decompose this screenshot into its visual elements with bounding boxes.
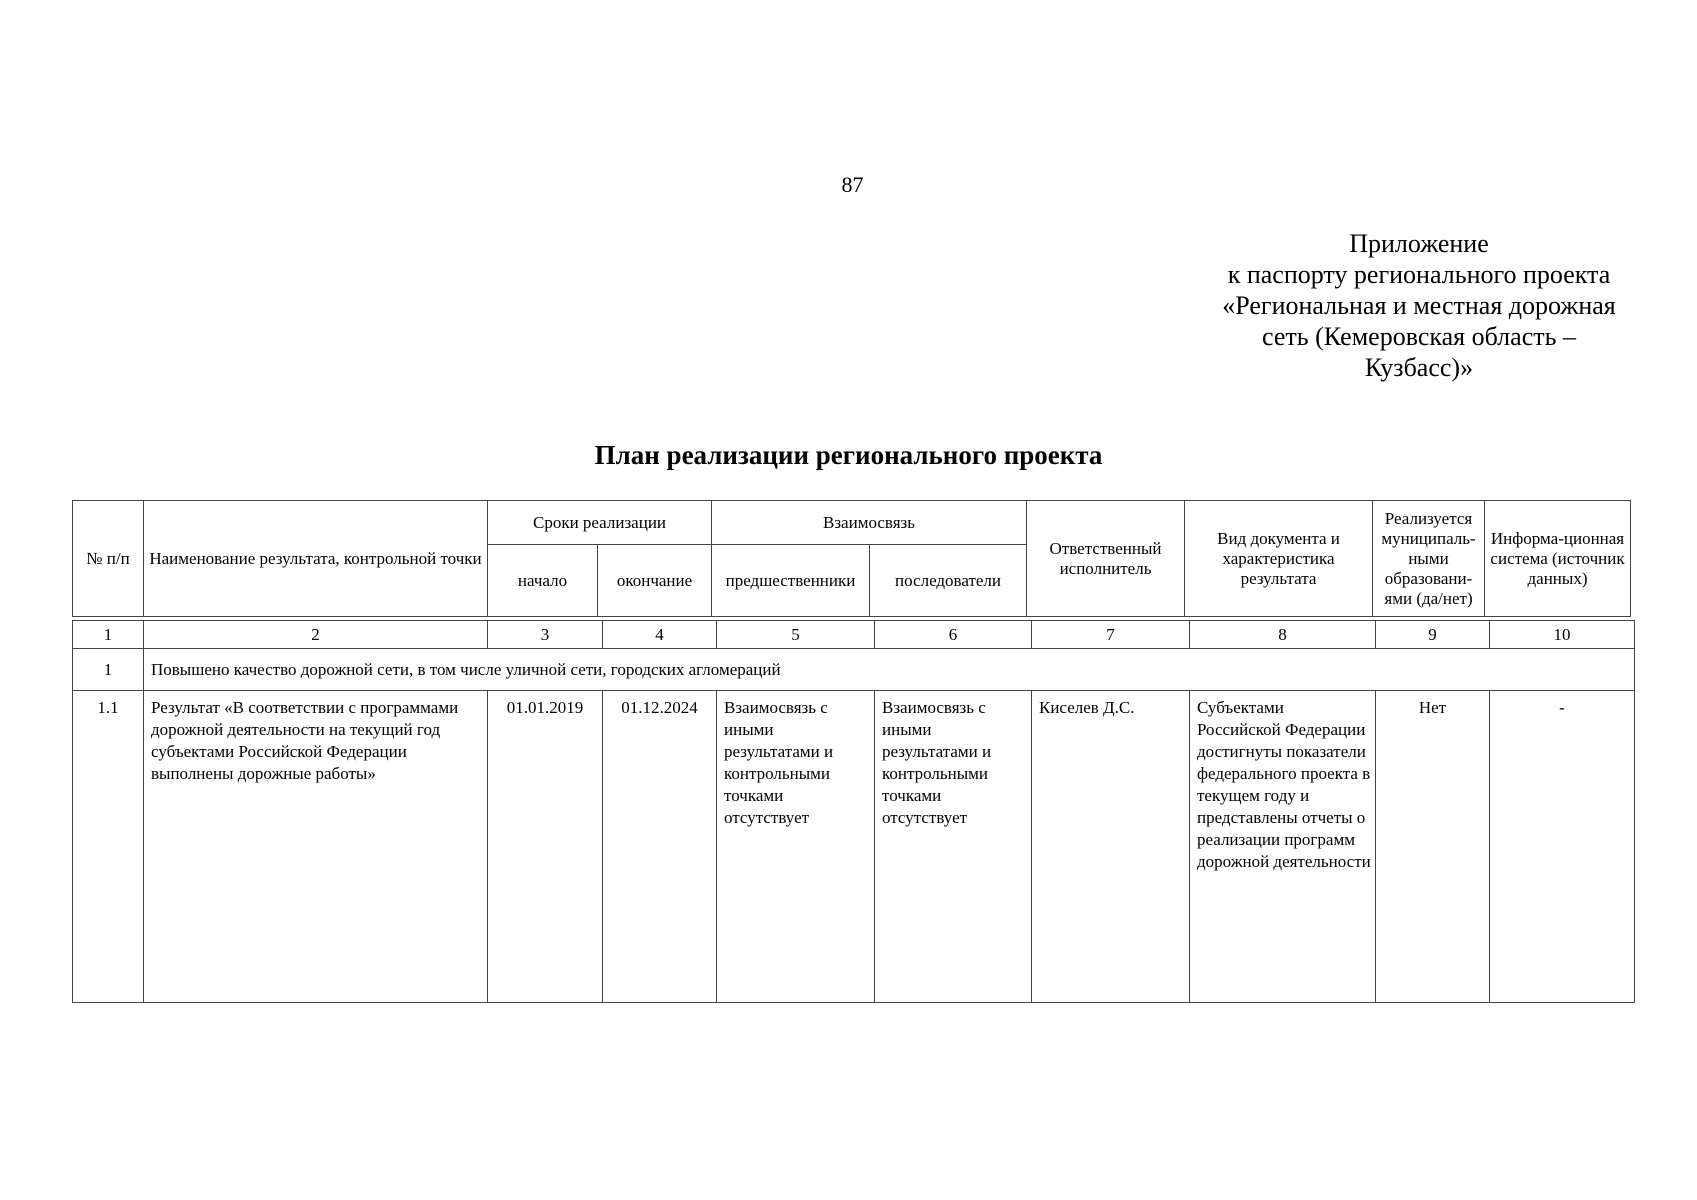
header-start: начало <box>488 545 598 617</box>
column-number: 4 <box>603 621 717 649</box>
header-successors: последователи <box>870 545 1027 617</box>
table-body <box>72 620 1635 1003</box>
column-number: 7 <box>1032 621 1190 649</box>
header-name: Наименование результата, контрольной точки <box>144 501 488 617</box>
header-responsible: Ответственный исполнитель <box>1027 501 1185 617</box>
column-number: 9 <box>1376 621 1490 649</box>
header-info-system: Информа-ционная система (источник данных) <box>1485 501 1631 617</box>
row-doc-type: Субъектами Российской Федерации достигнуты показатели федерального проекта в текущем году и представлены отчеты о реализации программ дорожной деятельности <box>1190 691 1376 1003</box>
page-number: 87 <box>841 172 864 197</box>
column-number: 3 <box>488 621 603 649</box>
header-relation: Взаимосвязь <box>712 501 1027 545</box>
plan-title: План реализации регионального проекта <box>594 440 1103 470</box>
header-doc-type: Вид документа и характеристика результата <box>1185 501 1373 617</box>
row-info-system: - <box>1490 691 1635 1003</box>
appendix-line: Кузбасс)» <box>1364 353 1474 382</box>
section-row <box>73 649 1635 691</box>
column-number: 5 <box>717 621 875 649</box>
header-terms: Сроки реализации <box>488 501 712 545</box>
table-row <box>73 691 1635 1003</box>
appendix-line: «Региональная и местная дорожная <box>1222 291 1616 320</box>
appendix-line: Приложение <box>1349 229 1489 258</box>
section-title: Повышено качество дорожной сети, в том числе уличной сети, городских агломераций <box>144 649 1635 691</box>
column-number: 1 <box>73 621 144 649</box>
row-successors: Взаимосвязь с иными результатами и контрольными точками отсутствует <box>875 691 1032 1003</box>
appendix-line: к паспорту регионального проекта <box>1227 260 1611 289</box>
row-num: 1.1 <box>73 691 144 1003</box>
table-header <box>72 500 1631 617</box>
header-predecessors: предшественники <box>712 545 870 617</box>
row-predecessors: Взаимосвязь с иными результатами и контрольными точками отсутствует <box>717 691 875 1003</box>
section-num: 1 <box>73 649 144 691</box>
row-municipal: Нет <box>1376 691 1490 1003</box>
row-responsible: Киселев Д.С. <box>1032 691 1190 1003</box>
row-start: 01.01.2019 <box>488 691 603 1003</box>
header-end: окончание <box>598 545 712 617</box>
column-number: 6 <box>875 621 1032 649</box>
column-number: 8 <box>1190 621 1376 649</box>
appendix-line: сеть (Кемеровская область – <box>1262 322 1576 351</box>
appendix-block <box>1198 228 1640 383</box>
row-end: 01.12.2024 <box>603 691 717 1003</box>
header-num: № п/п <box>73 501 144 617</box>
column-number-row <box>73 621 1635 649</box>
header-municipal: Реализуется муниципаль-ными образовани-ями (да/нет) <box>1373 501 1485 617</box>
row-name: Результат «В соответствии с программами дорожной деятельности на текущий год субъектами Российской Федерации выполнены дорожные работы» <box>144 691 488 1003</box>
column-number: 10 <box>1490 621 1635 649</box>
column-number: 2 <box>144 621 488 649</box>
